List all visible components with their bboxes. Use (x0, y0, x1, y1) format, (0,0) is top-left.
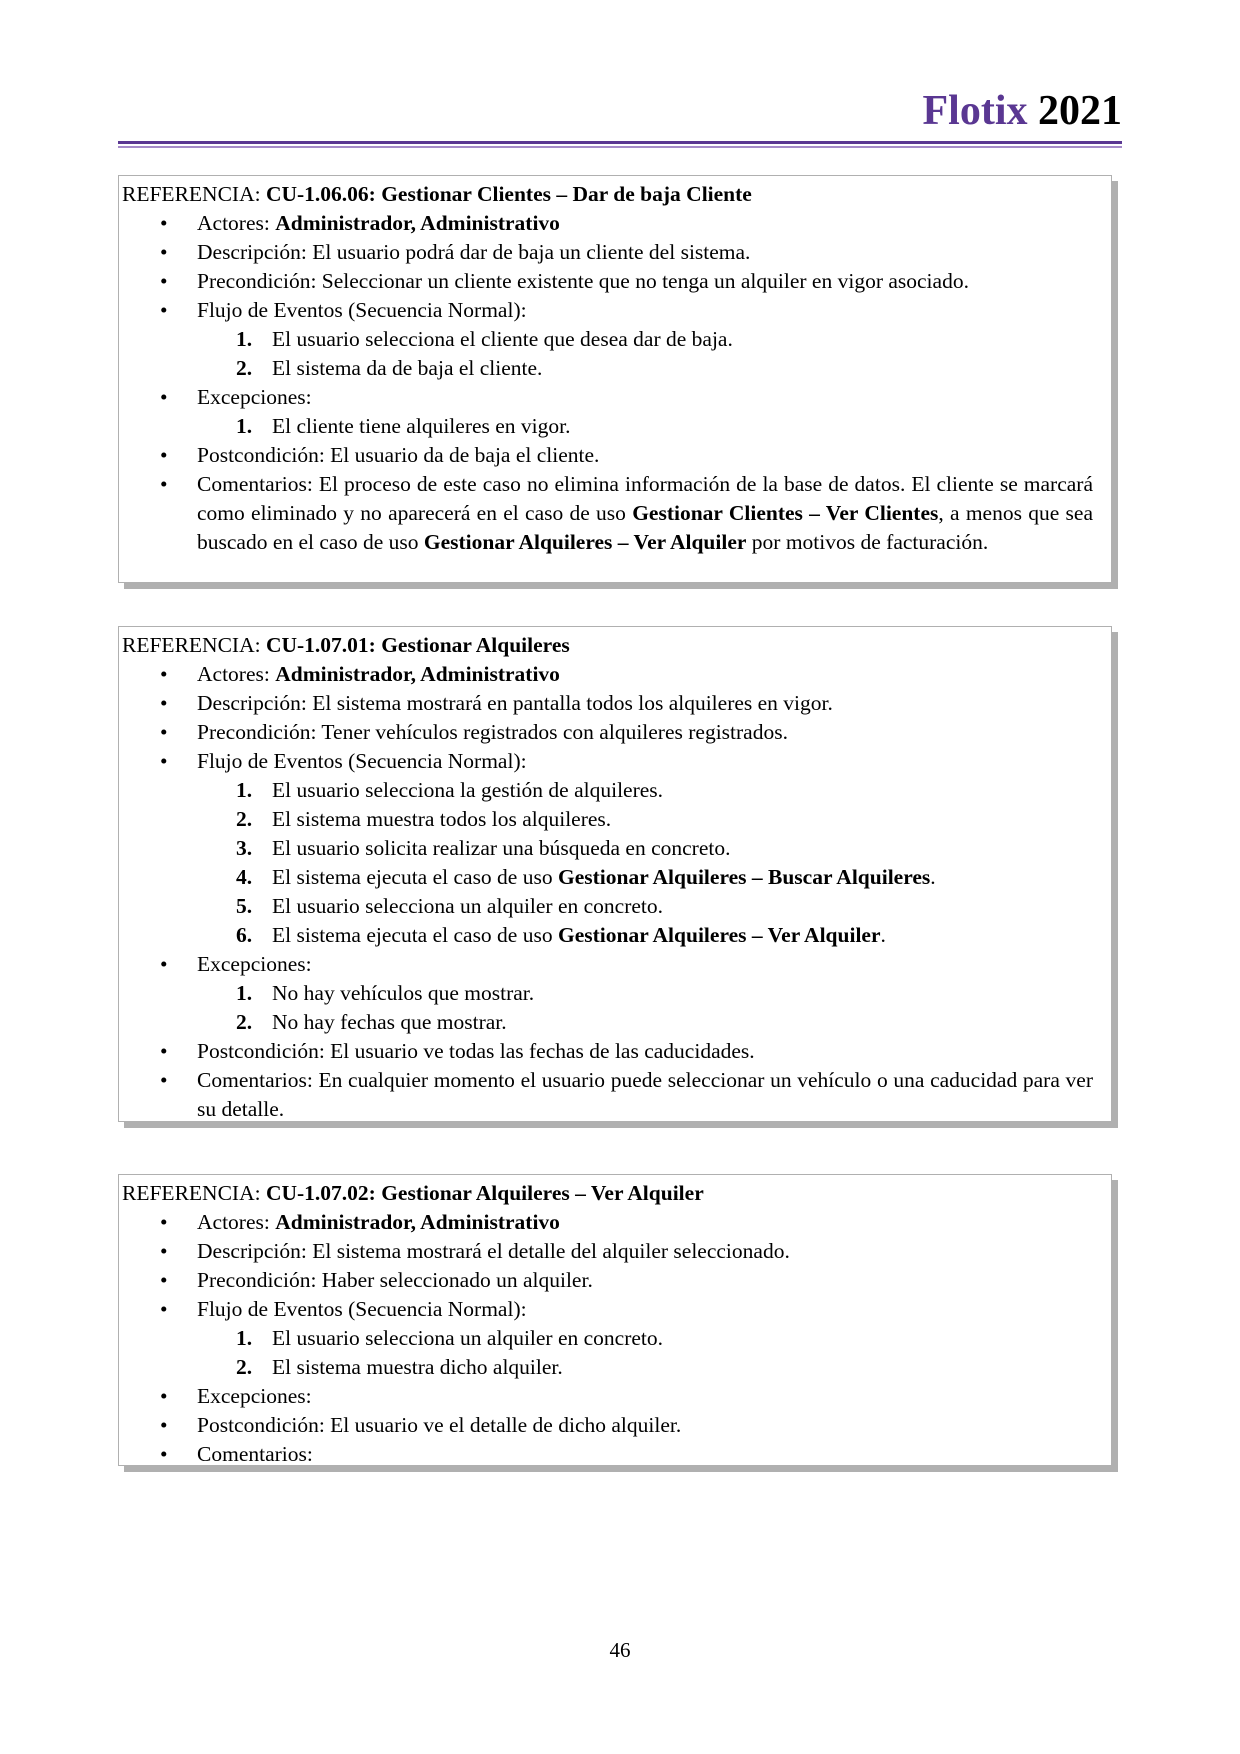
step-number: 2. (236, 1010, 253, 1034)
use-case-fields (122, 660, 1111, 1124)
field-actores (122, 209, 1111, 238)
comment-text: Comentarios: El proceso de este caso no elimina información de la base de datos. El cliente se marcará como eliminado y no aparecerá en el caso de uso (197, 472, 1093, 525)
field-text: Excepciones: (197, 952, 312, 976)
field-excepciones (122, 950, 1111, 979)
exception-step (122, 412, 1111, 441)
step-text: El usuario selecciona un alquiler en concreto. (272, 894, 664, 918)
field-value: Administrador, Administrativo (275, 211, 560, 235)
comment-text: Comentarios: (197, 1442, 313, 1466)
step-text: El usuario selecciona un alquiler en concreto. (272, 1326, 664, 1350)
step-number: 3. (236, 836, 253, 860)
bullet-icon: • (160, 1239, 168, 1263)
use-case-fields (122, 1208, 1111, 1469)
field-comentarios (122, 470, 1111, 557)
field-precondicion (122, 1266, 1111, 1295)
bullet-icon: • (160, 385, 168, 409)
page-number: 46 (609, 1638, 631, 1662)
step-number: 2. (236, 1355, 253, 1379)
step-use-case-ref: Gestionar Alquileres – Buscar Alquileres (557, 865, 931, 889)
reference-title: CU-1.07.02: Gestionar Alquileres – Ver Alquiler (265, 1181, 704, 1205)
comment-text: por motivos de facturación. (746, 530, 989, 554)
field-label: Actores: (197, 662, 276, 686)
step-text: El usuario selecciona la gestión de alquileres. (272, 778, 664, 802)
exception-step (122, 979, 1111, 1008)
field-comentarios (122, 1440, 1111, 1469)
field-text: Precondición: Tener vehículos registrados con alquileres registrados. (197, 720, 788, 744)
brand-name: Flotix (922, 88, 1028, 134)
field-text: Excepciones: (197, 1384, 312, 1408)
field-comentarios (122, 1066, 1111, 1124)
step-number: 5. (236, 894, 253, 918)
use-case-fields (122, 209, 1111, 557)
bullet-icon: • (160, 1297, 168, 1321)
step-number: 1. (236, 1326, 253, 1350)
step-number: 1. (236, 981, 253, 1005)
bullet-icon: • (160, 443, 168, 467)
step-text: El sistema muestra todos los alquileres. (272, 807, 612, 831)
step-use-case-ref: Gestionar Alquileres – Ver Alquiler (557, 923, 881, 947)
field-actores (122, 660, 1111, 689)
step-number: 4. (236, 865, 253, 889)
use-case-box-2 (118, 626, 1112, 1122)
document-header (118, 86, 1122, 136)
field-flujo (122, 1295, 1111, 1324)
use-case-box-3 (118, 1174, 1112, 1466)
step-text: . (930, 865, 936, 889)
header-rule (118, 141, 1122, 144)
bullet-icon: • (160, 1413, 168, 1437)
field-actores (122, 1208, 1111, 1237)
field-excepciones (122, 383, 1111, 412)
field-text: Postcondición: El usuario da de baja el cliente. (197, 443, 600, 467)
flow-step (122, 921, 1111, 950)
reference-title: CU-1.07.01: Gestionar Alquileres (265, 633, 570, 657)
bullet-icon: • (160, 472, 168, 496)
step-number: 1. (236, 414, 253, 438)
field-postcondicion (122, 1037, 1111, 1066)
flow-step (122, 863, 1111, 892)
step-number: 1. (236, 778, 253, 802)
bullet-icon: • (160, 691, 168, 715)
field-text: Precondición: Haber seleccionado un alquiler. (197, 1268, 593, 1292)
flow-step (122, 1324, 1111, 1353)
step-text: El sistema ejecuta el caso de uso (272, 865, 558, 889)
flow-step (122, 325, 1111, 354)
bullet-icon: • (160, 1268, 168, 1292)
step-text: No hay vehículos que mostrar. (272, 981, 535, 1005)
field-value: Administrador, Administrativo (275, 1210, 560, 1234)
step-text: El sistema da de baja el cliente. (272, 356, 543, 380)
flow-step (122, 354, 1111, 383)
field-label: Actores: (197, 211, 276, 235)
step-text: El usuario solicita realizar una búsqueda en concreto. (272, 836, 731, 860)
field-descripcion (122, 689, 1111, 718)
reference-label: REFERENCIA: (122, 633, 266, 657)
comment-text: , a menos que sea buscado en el caso de uso (197, 501, 1094, 554)
field-precondicion (122, 718, 1111, 747)
bullet-icon: • (160, 269, 168, 293)
field-postcondicion (122, 441, 1111, 470)
bullet-icon: • (160, 662, 168, 686)
step-number: 1. (236, 327, 253, 351)
field-text: Precondición: Seleccionar un cliente existente que no tenga un alquiler en vigor asociado. (197, 269, 969, 293)
header-year: 2021 (1038, 88, 1122, 134)
field-descripcion (122, 1237, 1111, 1266)
field-text: Postcondición: El usuario ve el detalle de dicho alquiler. (197, 1413, 682, 1437)
field-text: Descripción: El sistema mostrará el detalle del alquiler seleccionado. (197, 1239, 790, 1263)
field-precondicion (122, 267, 1111, 296)
step-number: 2. (236, 807, 253, 831)
reference-label: REFERENCIA: (122, 1181, 266, 1205)
field-text: Flujo de Eventos (Secuencia Normal): (197, 298, 527, 322)
step-text: El usuario selecciona el cliente que desea dar de baja. (272, 327, 733, 351)
use-case-reference (122, 631, 1111, 660)
field-descripcion (122, 238, 1111, 267)
flow-step (122, 1353, 1111, 1382)
step-text: El sistema muestra dicho alquiler. (272, 1355, 563, 1379)
field-text: Descripción: El usuario podrá dar de baja un cliente del sistema. (197, 240, 751, 264)
bullet-icon: • (160, 1068, 168, 1092)
reference-label: REFERENCIA: (122, 182, 266, 206)
field-text: Excepciones: (197, 385, 312, 409)
use-case-reference (122, 180, 1111, 209)
bullet-icon: • (160, 298, 168, 322)
bullet-icon: • (160, 1210, 168, 1234)
bullet-icon: • (160, 240, 168, 264)
field-text: Flujo de Eventos (Secuencia Normal): (197, 749, 527, 773)
exception-step (122, 1008, 1111, 1037)
comment-link-ref: Gestionar Clientes – Ver Clientes (632, 501, 939, 525)
flow-step (122, 805, 1111, 834)
field-value: Administrador, Administrativo (275, 662, 560, 686)
step-number: 2. (236, 356, 253, 380)
reference-title: CU-1.06.06: Gestionar Clientes – Dar de baja Cliente (265, 182, 752, 206)
bullet-icon: • (160, 211, 168, 235)
field-flujo (122, 747, 1111, 776)
field-postcondicion (122, 1411, 1111, 1440)
flow-step (122, 892, 1111, 921)
bullet-icon: • (160, 1442, 168, 1466)
step-text: El sistema ejecuta el caso de uso (272, 923, 558, 947)
header-rule-secondary (118, 146, 1122, 148)
field-text: Postcondición: El usuario ve todas las fechas de las caducidades. (197, 1039, 755, 1063)
field-excepciones (122, 1382, 1111, 1411)
use-case-reference (122, 1179, 1111, 1208)
field-text: Flujo de Eventos (Secuencia Normal): (197, 1297, 527, 1321)
step-text: El cliente tiene alquileres en vigor. (272, 414, 571, 438)
field-text: Descripción: El sistema mostrará en pantalla todos los alquileres en vigor. (197, 691, 833, 715)
bullet-icon: • (160, 749, 168, 773)
comment-link-ref: Gestionar Alquileres – Ver Alquiler (423, 530, 747, 554)
bullet-icon: • (160, 720, 168, 744)
step-text: No hay fechas que mostrar. (272, 1010, 507, 1034)
flow-step (122, 834, 1111, 863)
bullet-icon: • (160, 1384, 168, 1408)
bullet-icon: • (160, 1039, 168, 1063)
use-case-box-1 (118, 175, 1112, 583)
bullet-icon: • (160, 952, 168, 976)
flow-step (122, 776, 1111, 805)
step-text: . (880, 923, 886, 947)
comment-text: Comentarios: En cualquier momento el usuario puede seleccionar un vehículo o una caducidad para ver su detalle. (197, 1068, 1093, 1121)
step-number: 6. (236, 923, 253, 947)
field-label: Actores: (197, 1210, 276, 1234)
field-flujo (122, 296, 1111, 325)
